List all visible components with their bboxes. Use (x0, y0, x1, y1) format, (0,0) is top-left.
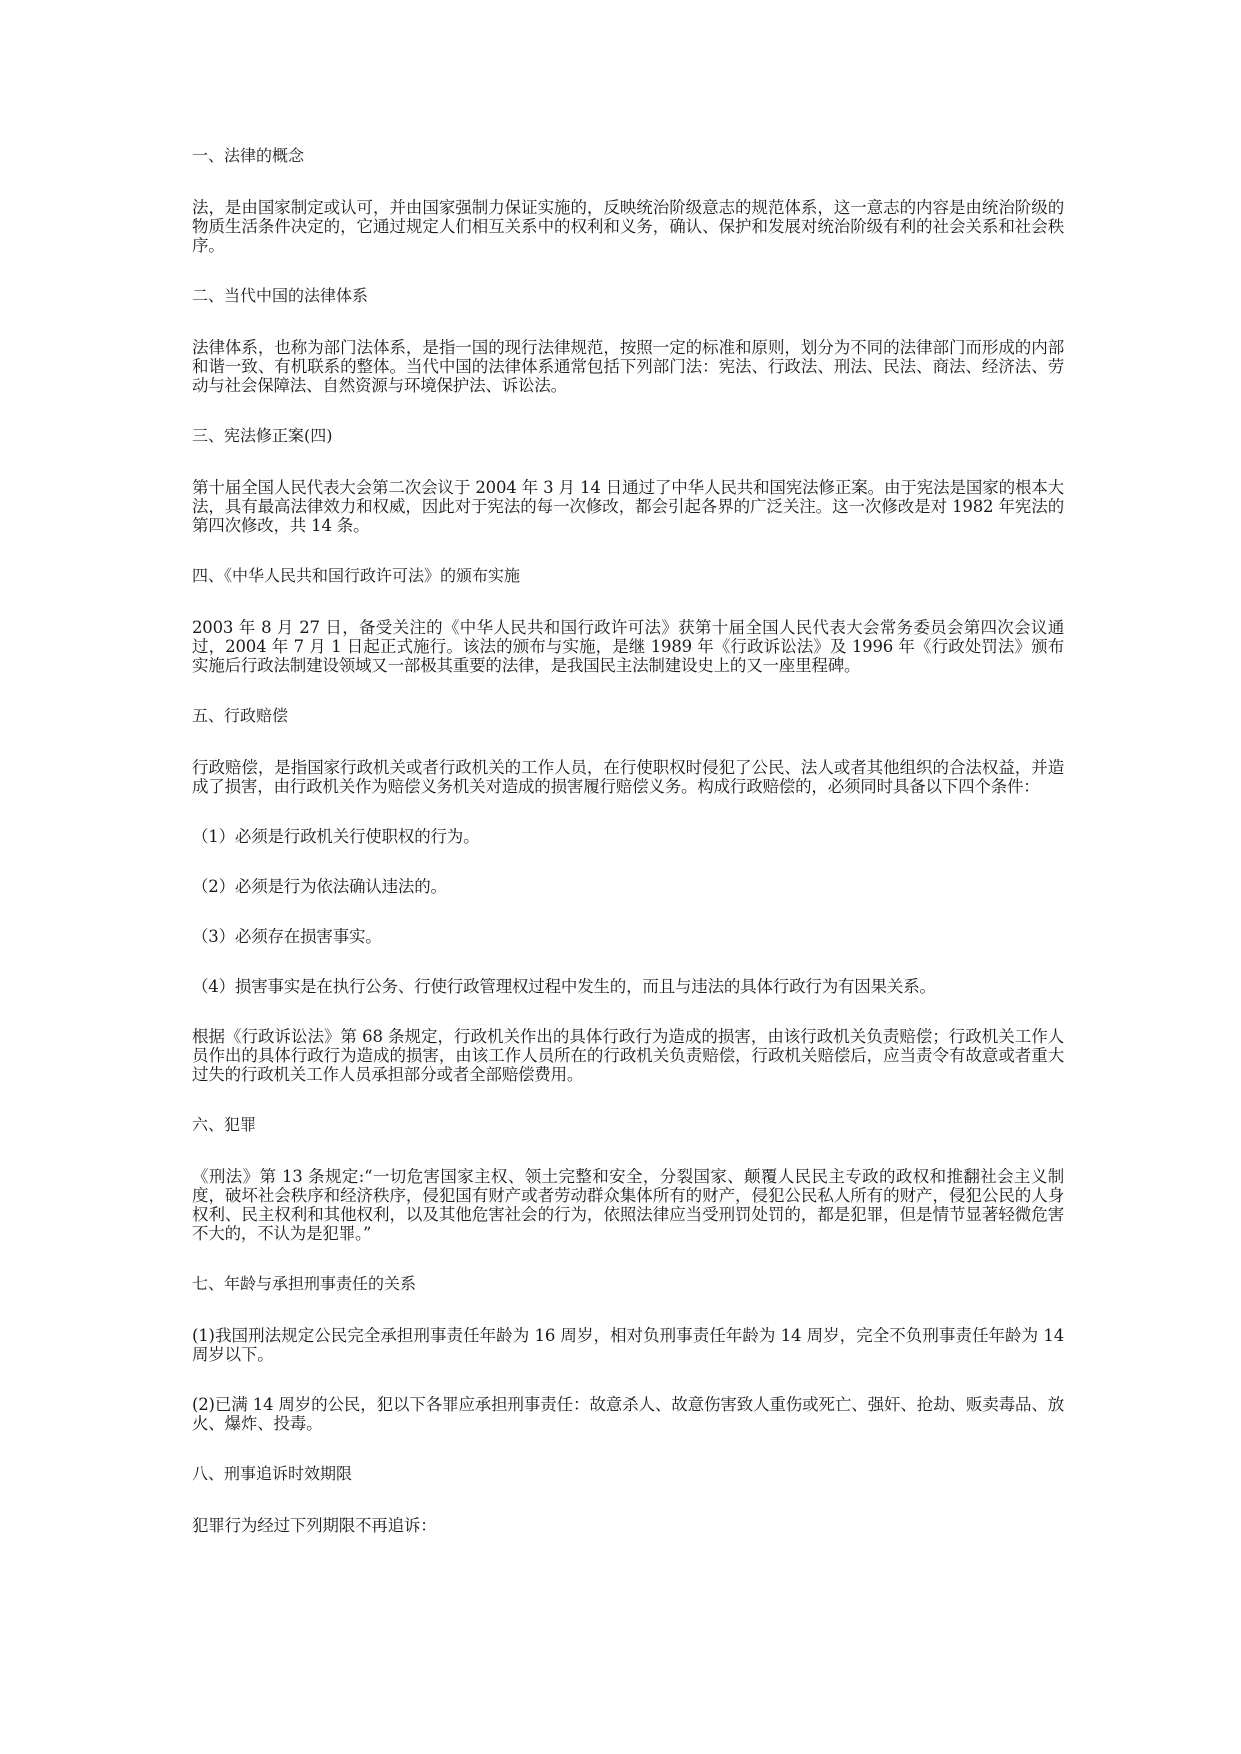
section-heading-law-concept: 一、法律的概念 (192, 146, 305, 165)
paragraph-compensation-liability: 根据《行政诉讼法》第 68 条规定，行政机关作出的具体行政行为造成的损害，由该行政机关负责赔偿；行政机关工作人员作出的具体行政行为造成的损害，由该工作人员所在的行政机关负责赔偿，行政机关赔偿后，应当责令有故意或者重大过失的行政机关工作人员承担部分或者全部赔偿费用。 (192, 1027, 1064, 1084)
paragraph-age-responsibility-2: (2)已满 14 周岁的公民，犯以下各罪应承担刑事责任：故意杀人、故意伤害致人重伤或死亡、强奸、抢劫、贩卖毒品、放火、爆炸、投毒。 (192, 1395, 1064, 1433)
paragraph-crime-definition: 《刑法》第 13 条规定:“一切危害国家主权、领土完整和安全，分裂国家、颠覆人民民主专政的政权和推翻社会主义制度，破坏社会秩序和经济秩序，侵犯国有财产或者劳动群众集体所有的财产，侵犯公民私人所有的财产，侵犯公民的人身权利、民主权利和其他权利，以及其他危害社会的行为，依照法律应当受刑罚处罚的，都是犯罪，但是情节显著轻微危害不大的，不认为是犯罪。” (192, 1167, 1064, 1243)
section-heading-administrative-compensation: 五、行政赔偿 (192, 706, 289, 725)
paragraph-age-responsibility-1: (1)我国刑法规定公民完全承担刑事责任年龄为 16 周岁，相对负刑事责任年龄为 14 周岁，完全不负刑事责任年龄为 14 周岁以下。 (192, 1326, 1064, 1364)
paragraph-constitution-amendment: 第十届全国人民代表大会第二次会议于 2004 年 3 月 14 日通过了中华人民共和国宪法修正案。由于宪法是国家的根本大法，具有最高法律效力和权威，因此对于宪法的每一次修改，都会引起各界的广泛关注。这一次修改是对 1982 年宪法的第四次修改，共 14 条。 (192, 478, 1064, 535)
paragraph-law-concept: 法，是由国家制定或认可，并由国家强制力保证实施的，反映统治阶级意志的规范体系，这一意志的内容是由统治阶级的物质生活条件决定的，它通过规定人们相互关系中的权利和义务，确认、保护和发展对统治阶级有利的社会关系和社会秩序。 (192, 198, 1064, 255)
section-heading-legal-system: 二、当代中国的法律体系 (192, 286, 369, 305)
section-heading-prosecution-limitation: 八、刑事追诉时效期限 (192, 1464, 353, 1483)
condition-item: （1）必须是行政机关行使职权的行为。 (192, 827, 480, 846)
condition-item: （3）必须存在损害事实。 (192, 927, 382, 946)
section-heading-constitution-amendment: 三、宪法修正案(四) (192, 426, 333, 445)
condition-item: （4）损害事实是在执行公务、行使行政管理权过程中发生的，而且与违法的具体行政行为有因果关系。 (192, 977, 936, 996)
document-page (192, 146, 1064, 1566)
paragraph-administrative-compensation: 行政赔偿，是指国家行政机关或者行政机关的工作人员，在行使职权时侵犯了公民、法人或者其他组织的合法权益，并造成了损害，由行政机关作为赔偿义务机关对造成的损害履行赔偿义务。构成行政赔偿的，必须同时具备以下四个条件： (192, 758, 1064, 796)
paragraph-prosecution-limitation: 犯罪行为经过下列期限不再追诉： (192, 1516, 437, 1535)
paragraph-administrative-licensing: 2003 年 8 月 27 日，备受关注的《中华人民共和国行政许可法》获第十届全国人民代表大会常务委员会第四次会议通过，2004 年 7 月 1 日起正式施行。该法的颁布与实施，是继 1989 年《行政诉讼法》及 1996 年《行政处罚法》颁布实施后行政法制建设领域又一部极其重要的法律，是我国民主法制建设史上的又一座里程碑。 (192, 618, 1064, 675)
condition-item: （2）必须是行为依法确认违法的。 (192, 877, 447, 896)
section-heading-administrative-licensing: 四、《中华人民共和国行政许可法》的颁布实施 (192, 566, 521, 585)
section-heading-crime: 六、犯罪 (192, 1115, 257, 1134)
section-heading-age-responsibility: 七、年龄与承担刑事责任的关系 (192, 1274, 417, 1293)
paragraph-legal-system: 法律体系，也称为部门法体系，是指一国的现行法律规范，按照一定的标准和原则，划分为不同的法律部门而形成的内部和谐一致、有机联系的整体。当代中国的法律体系通常包括下列部门法：宪法、行政法、刑法、民法、商法、经济法、劳动与社会保障法、自然资源与环境保护法、诉讼法。 (192, 338, 1064, 395)
